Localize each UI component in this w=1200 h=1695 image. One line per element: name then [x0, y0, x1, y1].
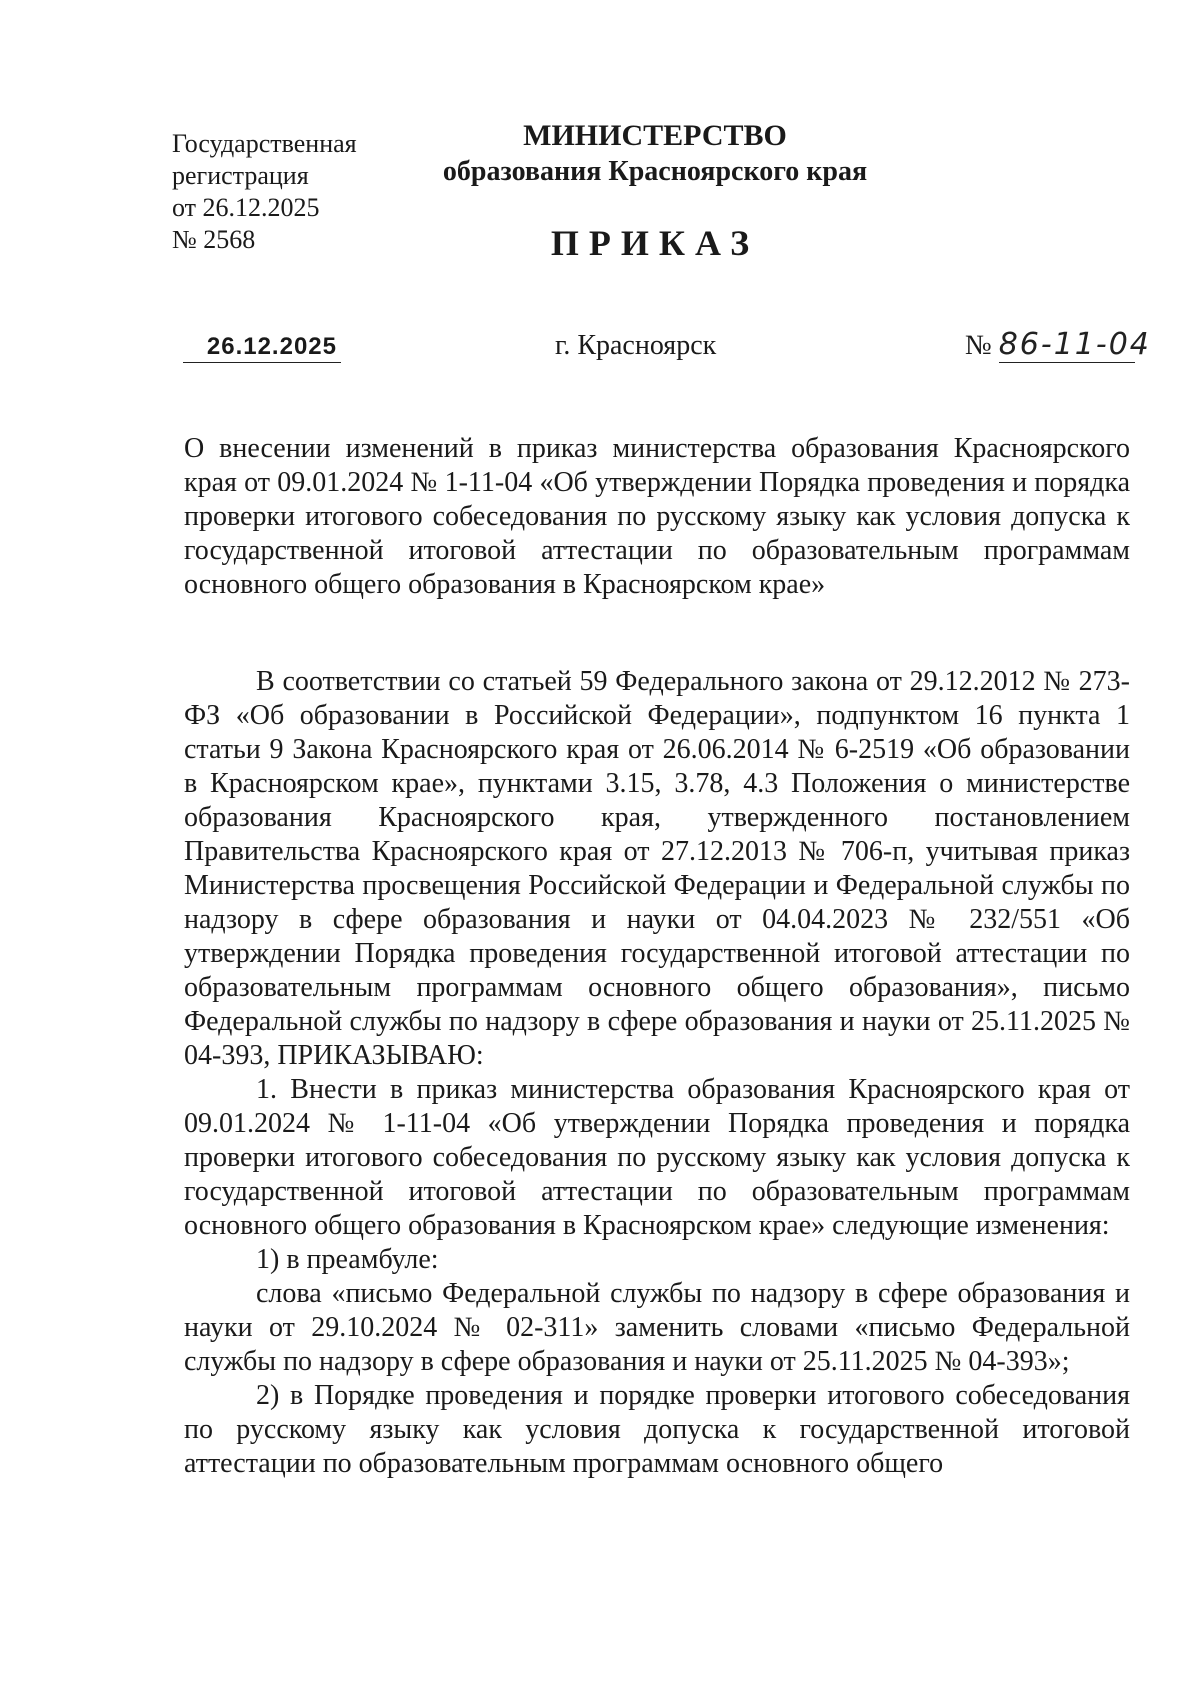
ministry-header	[420, 118, 890, 190]
subclause-2-text: 2) в Порядке проведения и порядке проверки итогового собеседования по русскому языку как условия допуска к государственной итоговой аттестации по образовательным программам основного общего	[184, 1380, 1130, 1479]
clause-1: 1. Внести в приказ министерства образования Красноярского края от 09.01.2024 № 1-11-04 «Об утверждении Порядка проведения и порядка проверки итогового собеседования по русскому языку как условия допуска к государственной итоговой аттестации по образовательным программам основного общего образования в Красноярском крае» следующие изменения:	[184, 1074, 1130, 1241]
number-label: №	[965, 330, 992, 361]
ministry-name: МИНИСТЕРСТВО	[523, 119, 787, 152]
subclause-1-heading: 1) в преамбуле:	[256, 1244, 439, 1275]
registration-line: регистрация	[172, 161, 309, 190]
state-registration-block	[172, 128, 357, 256]
order-number-block	[965, 327, 1151, 363]
order-title: О внесении изменений в приказ министерства образования Красноярского края от 09.01.2024 № 1-11-04 «Об утверждении Порядка проведения и порядка проверки итогового собеседования по русскому языку как условия допуска к государственной итоговой аттестации по образовательным программам основного общего образования в Красноярском крае»	[184, 433, 1130, 600]
order-body	[184, 665, 1130, 1481]
order-date: 26.12.2025	[183, 332, 341, 363]
registration-number: № 2568	[172, 225, 256, 254]
ministry-subtitle: образования Красноярского края	[442, 156, 868, 187]
order-city: г. Красноярск	[555, 330, 717, 361]
order-number-handwritten: 86-11-04	[998, 327, 1151, 362]
subclause-1-text: слова «письмо Федеральной службы по надзору в сфере образования и науки от 29.10.2024 № 02-311» заменить словами «письмо Федеральной службы по надзору в сфере образования и науки от 25.11.2025 № 04-393»;	[184, 1278, 1130, 1377]
registration-date: от 26.12.2025	[172, 193, 320, 222]
preamble-paragraph: В соответствии со статьей 59 Федерального закона от 29.12.2012 № 273-ФЗ «Об образовании в Российской Федерации», подпунктом 16 пункта 1 статьи 9 Закона Красноярского края от 26.06.2014 № 6-2519 «Об образовании в Красноярском крае», пунктами 3.15, 3.78, 4.3 Положения о министерстве образования Красноярского края, утвержденного постановлением Правительства Красноярского края от 27.12.2013 № 706-п, учитывая приказ Министерства просвещения Российской Федерации и Федеральной службы по надзору в сфере образования и науки от 04.04.2023 № 232/551 «Об утверждении Порядка проведения государственной итоговой аттестации по образовательным программам основного общего образования», письмо Федеральной службы по надзору в сфере образования и науки от 25.11.2025 № 04-393, ПРИКАЗЫВАЮ:	[184, 666, 1130, 1071]
registration-line: Государственная	[172, 129, 357, 158]
document-type: ПРИКАЗ	[550, 223, 760, 263]
